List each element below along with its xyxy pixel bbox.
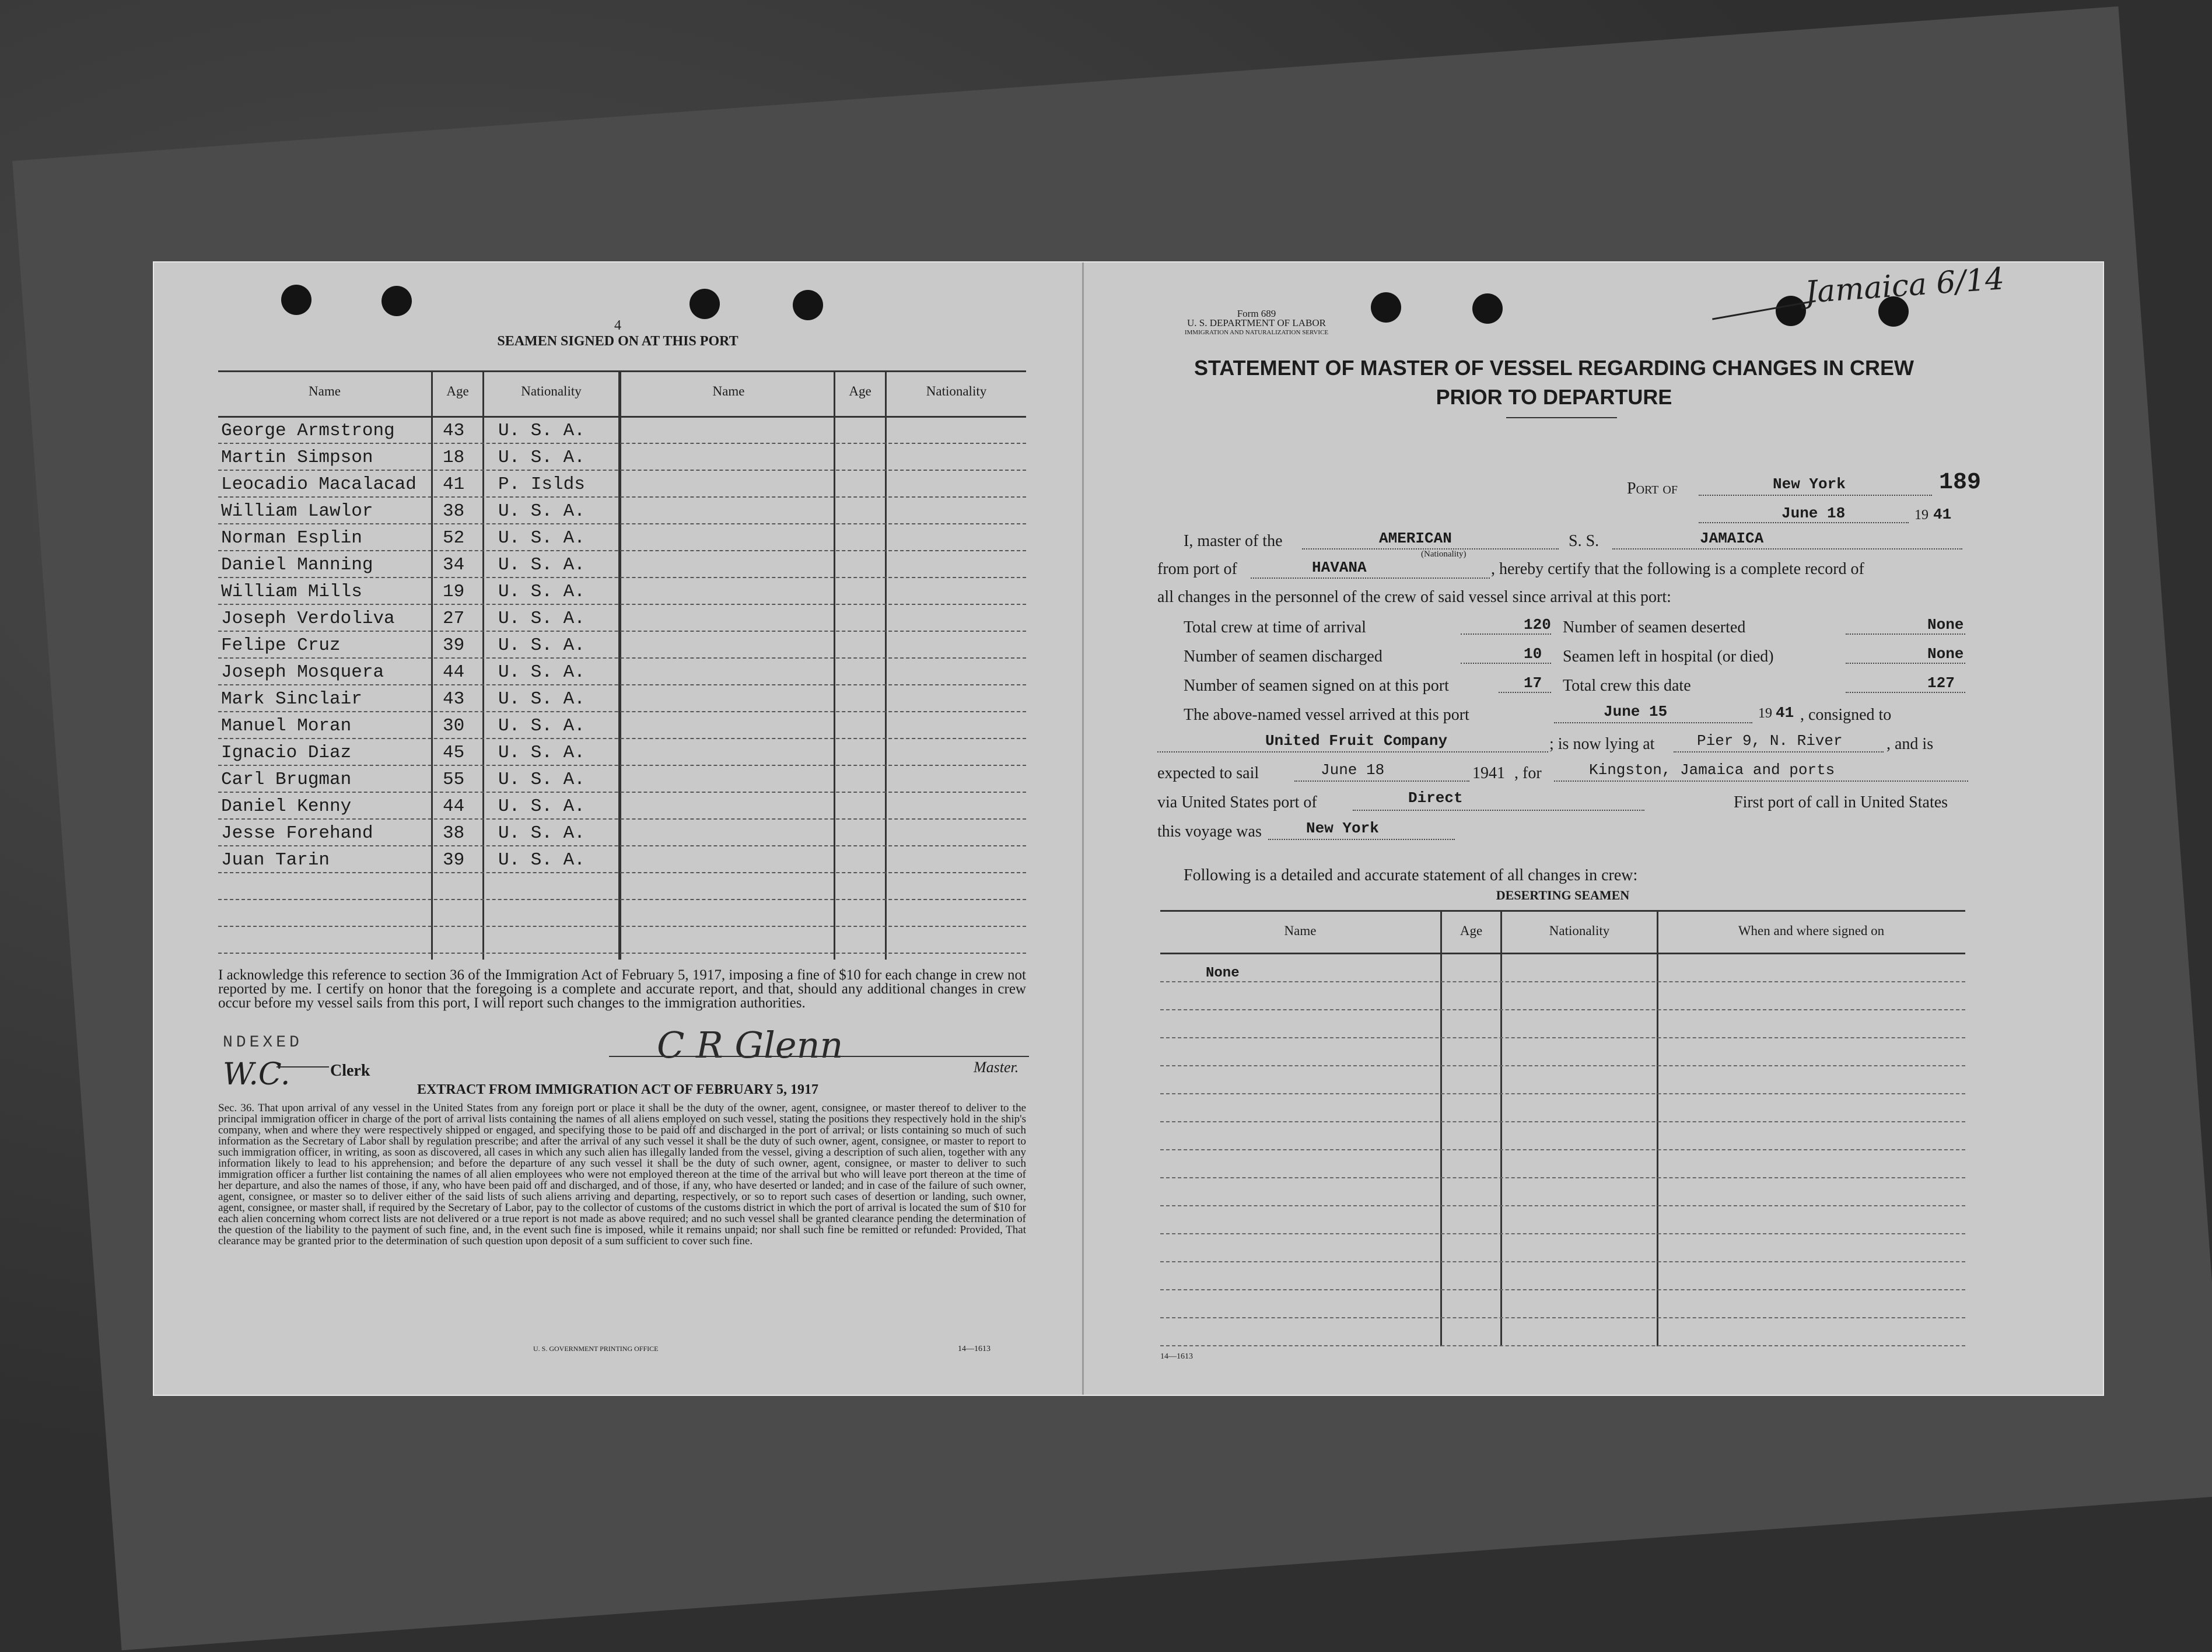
- seaman-nationality: U. S. A.: [498, 635, 585, 656]
- seaman-name: Martin Simpson: [221, 447, 373, 468]
- deserting-title: DESERTING SEAMEN: [1496, 888, 1630, 902]
- seaman-age: 34: [443, 555, 465, 575]
- table-row: [1160, 954, 1965, 982]
- stat-label: Seamen left in hospital (or died): [1563, 648, 1774, 666]
- seaman-age: 41: [443, 474, 465, 495]
- stat-value: None: [1927, 645, 1964, 663]
- seaman-name: Juan Tarin: [221, 850, 330, 870]
- via-line: [1353, 810, 1644, 811]
- seaman-name: Leocadio Macalacad: [221, 474, 416, 495]
- table-row: [218, 899, 1026, 927]
- seaman-nationality: U. S. A.: [498, 447, 585, 468]
- ss-label: S. S.: [1569, 532, 1600, 550]
- seaman-age: 19: [443, 582, 465, 602]
- table-row: [218, 443, 1026, 471]
- seaman-nationality: U. S. A.: [498, 823, 585, 844]
- col-age-header: Age: [446, 384, 469, 398]
- stat-label: Total crew this date: [1563, 677, 1691, 695]
- seaman-age: 43: [443, 421, 465, 441]
- punch-hole: [382, 286, 412, 316]
- table-row: [1160, 1318, 1965, 1346]
- table-row: [218, 738, 1026, 766]
- crew-table-header: [218, 370, 1026, 418]
- via-label: via United States port of: [1157, 793, 1317, 811]
- seaman-nationality: U. S. A.: [498, 850, 585, 870]
- table-row: [1160, 1010, 1965, 1038]
- table-row: [218, 604, 1026, 632]
- acknowledgement-text: I acknowledge this reference to section 36 of the Immigration Act of February 5, 1917, imposing a fine of $10 for each change in crew not reported by me. I certify on honor that the foregoing is a complete and accurate report, and that, should any additional changes in crew occur before my vessel sails from this port, I will report such changes to the immigration authorities.: [218, 967, 1026, 1011]
- master-signature-line: [609, 1056, 1029, 1057]
- punch-hole: [690, 289, 720, 319]
- stat-label: Number of seamen deserted: [1563, 618, 1746, 636]
- col-nationality-header: Nationality: [521, 384, 582, 398]
- seaman-age: 18: [443, 447, 465, 468]
- extract-title: EXTRACT FROM IMMIGRATION ACT OF FEBRUARY 5, 1917: [416, 1082, 819, 1097]
- document-sheet: [153, 261, 2104, 1396]
- table-row: [1160, 982, 1965, 1010]
- port-label: Port of: [1627, 480, 1678, 498]
- table-row: [218, 470, 1026, 498]
- seaman-nationality: U. S. A.: [498, 769, 585, 790]
- date-line: [1699, 522, 1909, 523]
- port-value: New York: [1773, 475, 1846, 493]
- table-row: [218, 845, 1026, 873]
- des-nationality-header: Nationality: [1549, 923, 1610, 938]
- stat-line: [1461, 663, 1551, 664]
- statement-title-line1: STATEMENT OF MASTER OF VESSEL REGARDING CHANGES IN CREW: [1194, 356, 1915, 380]
- table-row: [1160, 1262, 1965, 1290]
- seaman-age: 55: [443, 769, 465, 790]
- stat-value: 120: [1524, 616, 1551, 634]
- des-age-header: Age: [1460, 923, 1483, 938]
- table-row: [218, 577, 1026, 605]
- port-line: [1699, 495, 1932, 496]
- arrived-label: The above-named vessel arrived at this port: [1184, 706, 1469, 724]
- seaman-nationality: U. S. A.: [498, 716, 585, 736]
- stat-label: Number of seamen discharged: [1184, 648, 1382, 666]
- right-form-code: 14—1613: [1160, 1352, 1193, 1361]
- page-fold: [1082, 262, 1084, 1395]
- stat-value: 127: [1927, 674, 1955, 692]
- table-row: [1160, 1066, 1965, 1094]
- department: U. S. DEPARTMENT OF LABOR: [1187, 317, 1326, 328]
- arrived-year: 41: [1776, 704, 1794, 722]
- table-row: [1160, 1290, 1965, 1318]
- des-none-entry: None: [1206, 965, 1240, 981]
- seamen-signed-title: SEAMEN SIGNED ON AT THIS PORT: [497, 334, 738, 349]
- sail-year: 1941: [1472, 764, 1505, 782]
- seaman-name: Manuel Moran: [221, 716, 352, 736]
- arrived-year-prefix: 19: [1758, 706, 1772, 721]
- indexed-stamp: NDEXED: [223, 1034, 303, 1052]
- des-when-header: When and where signed on: [1738, 923, 1885, 938]
- pier-line: [1674, 751, 1884, 752]
- seaman-nationality: U. S. A.: [498, 662, 585, 682]
- seaman-name: Jesse Forehand: [221, 823, 373, 844]
- extract-text: Sec. 36. That upon arrival of any vessel in the United States from any foreign port or place it shall be the duty of the owner, agent, consignee, or master thereof to deliver to the principal immigration officer in charge of the port of arrival lists containing the names of all aliens employed on such vessel, stating the positions they respectively hold in the ship's company, when and where they were respectively shipped or engaged, and specifying those to be paid off and discharged in the port of arrival; or lists containing so much of such information as the Secretary of Labor shall by regulation prescribe; and after the arrival of any such vessel it shall be the duty of such owner, agent, consignee, or master to report to such immigration officer, in writing, as soon as discovered, all cases in which any such alien has illegally landed from the vessel, giving a description of such alien, together with any information likely to lead to his apprehension; and before the departure of any such vessel it shall be the duty of such owner, agent, consignee, or master to deliver to such immigration officer a further list containing the names of all alien employees who were not employed thereon at the time of the arrival but who will leave port thereon at the time of her departure, and also the names of those, if any, who have been paid off and discharged, and of those, if any, who have deserted or landed; and in case of the failure of such owner, agent, consignee, or master so to deliver either of the said lists of such aliens arriving and departing, respectively, or so to report such cases of desertion or landing, such owner, agent, consignee, or master shall, if required by the Secretary of Labor, pay to the collector of customs of the customs district in which the port of arrival is located the sum of $10 for each alien concerning whom correct lists are not delivered or a true report is not made as above required; and no such vessel shall be granted clearance pending the determination of the question of the liability to the payment of such fine, and, in the event such fine is imposed, while it remains unpaid; nor shall such fine be remitted or refunded: Provided, That clearance may be granted prior to the determination of such question upon deposit of a sum sufficient to cover such fine.: [218, 1102, 1026, 1247]
- seaman-name: Felipe Cruz: [221, 635, 341, 656]
- col-age-header-2: Age: [849, 384, 872, 398]
- table-row: [218, 550, 1026, 578]
- stat-line: [1846, 634, 1965, 635]
- seaman-nationality: U. S. A.: [498, 689, 585, 709]
- consignee-line: [1157, 751, 1548, 752]
- table-row: [1160, 1178, 1965, 1206]
- seaman-name: Carl Brugman: [221, 769, 352, 790]
- seaman-nationality: U. S. A.: [498, 421, 585, 441]
- seaman-nationality: U. S. A.: [498, 528, 585, 548]
- master-label: Master.: [974, 1059, 1019, 1076]
- via-value: Direct: [1408, 789, 1463, 807]
- table-row: [1160, 1234, 1965, 1262]
- stat-value: 17: [1524, 674, 1542, 692]
- seaman-age: 27: [443, 608, 465, 629]
- table-row: [218, 711, 1026, 739]
- seaman-name: William Mills: [221, 582, 362, 602]
- voyage-value: New York: [1306, 820, 1379, 837]
- left-page-number: 4: [614, 318, 621, 333]
- col-nationality-header-2: Nationality: [926, 384, 987, 398]
- seaman-age: 52: [443, 528, 465, 548]
- table-row: [1160, 1094, 1965, 1122]
- table-row: [218, 657, 1026, 685]
- table-row: [218, 631, 1026, 659]
- and-is-label: , and is: [1887, 735, 1934, 753]
- seaman-age: 38: [443, 501, 465, 522]
- table-row: [218, 792, 1026, 820]
- ship-line: [1612, 548, 1962, 550]
- seaman-age: 30: [443, 716, 465, 736]
- voyage-label: this voyage was: [1157, 822, 1262, 841]
- table-row: [1160, 1150, 1965, 1178]
- sail-date-line: [1294, 780, 1469, 782]
- left-form-code: 14—1613: [958, 1345, 991, 1353]
- stat-label: Number of seamen signed on at this port: [1184, 677, 1449, 695]
- table-row: [218, 523, 1026, 551]
- stat-line: [1846, 663, 1965, 664]
- seaman-name: Daniel Manning: [221, 555, 373, 575]
- arrived-line: [1554, 722, 1752, 723]
- seaman-name: William Lawlor: [221, 501, 373, 522]
- table-row: [1160, 1038, 1965, 1066]
- seaman-age: 39: [443, 635, 465, 656]
- page-number-stamp: 189: [1939, 470, 1982, 496]
- expected-label: expected to sail: [1157, 764, 1259, 782]
- form-number: Form 689: [1237, 308, 1276, 319]
- handwritten-note: Jamaica 6/14: [1804, 261, 2006, 310]
- seaman-name: Joseph Mosquera: [221, 662, 384, 682]
- consigned-label: , consigned to: [1800, 706, 1892, 724]
- clerk-label: Clerk: [330, 1062, 370, 1080]
- changes-text: all changes in the personnel of the crew of said vessel since arrival at this port:: [1157, 588, 1671, 606]
- punch-hole: [1472, 293, 1503, 324]
- date-value: June 18: [1782, 505, 1846, 522]
- voyage-line: [1268, 839, 1455, 840]
- lying-label: ; is now lying at: [1549, 735, 1655, 753]
- seaman-nationality: U. S. A.: [498, 743, 585, 763]
- form-header: [1111, 309, 1402, 337]
- col-name-header-2: Name: [712, 384, 745, 398]
- certify-text: , hereby certify that the following is a complete record of: [1491, 560, 1864, 578]
- table-row: [218, 765, 1026, 793]
- from-port-value: HAVANA: [1312, 559, 1367, 576]
- punch-hole: [1776, 296, 1806, 326]
- seaman-age: 44: [443, 796, 465, 817]
- stat-line: [1846, 692, 1965, 693]
- seaman-nationality: P. Islds: [498, 474, 585, 495]
- table-row: [1160, 1206, 1965, 1234]
- first-port-label: First port of call in United States: [1734, 793, 1948, 811]
- seaman-name: Mark Sinclair: [221, 689, 362, 709]
- col-name-header: Name: [309, 384, 341, 398]
- table-row: [218, 416, 1026, 444]
- seaman-name: Daniel Kenny: [221, 796, 352, 817]
- table-row: [218, 818, 1026, 846]
- pier-value: Pier 9, N. River: [1697, 732, 1843, 750]
- seaman-name: Joseph Verdoliva: [221, 608, 395, 629]
- stat-value: None: [1927, 616, 1964, 634]
- seaman-age: 45: [443, 743, 465, 763]
- year-prefix: 19: [1915, 508, 1929, 523]
- table-row: [218, 872, 1026, 900]
- seaman-nationality: U. S. A.: [498, 796, 585, 817]
- seaman-name: Ignacio Diaz: [221, 743, 352, 763]
- statement-title-line2: PRIOR TO DEPARTURE: [1436, 385, 1672, 409]
- seaman-age: 43: [443, 689, 465, 709]
- punch-hole: [793, 290, 823, 320]
- year-value: 41: [1933, 506, 1952, 523]
- service: IMMIGRATION AND NATURALIZATION SERVICE: [1184, 329, 1329, 336]
- master-signature: C R Glenn: [657, 1024, 844, 1066]
- master-of-label: I, master of the: [1184, 532, 1283, 550]
- punch-hole: [281, 285, 312, 315]
- arrived-date: June 15: [1604, 703, 1668, 720]
- clerk-line: [276, 1066, 329, 1068]
- ship-value: JAMAICA: [1700, 530, 1764, 547]
- for-label: , for: [1514, 764, 1542, 782]
- nationality-value: AMERICAN: [1379, 530, 1452, 547]
- stat-line: [1499, 692, 1551, 693]
- deserting-header: [1160, 912, 1965, 954]
- stat-value: 10: [1524, 645, 1542, 663]
- clerk-initials: W.C.: [223, 1057, 290, 1092]
- seaman-nationality: U. S. A.: [498, 608, 585, 629]
- stat-line: [1461, 634, 1551, 635]
- table-row: [218, 926, 1026, 954]
- seaman-name: Norman Esplin: [221, 528, 362, 548]
- from-port-line: [1251, 578, 1490, 579]
- seaman-name: George Armstrong: [221, 421, 395, 441]
- des-name-header: Name: [1284, 923, 1317, 938]
- destination-value: Kingston, Jamaica and ports: [1589, 761, 1835, 779]
- seamen-signed-table: [218, 370, 1026, 960]
- from-port-label: from port of: [1157, 560, 1237, 578]
- following-text: Following is a detailed and accurate statement of all changes in crew:: [1184, 866, 1638, 884]
- printing-office: U. S. GOVERNMENT PRINTING OFFICE: [533, 1345, 659, 1353]
- stat-label: Total crew at time of arrival: [1184, 618, 1366, 636]
- table-row: [1160, 1122, 1965, 1150]
- deserting-seamen-table: [1160, 910, 1965, 1346]
- destination-line: [1554, 780, 1968, 782]
- nationality-caption: (Nationality): [1421, 550, 1466, 559]
- consignee-value: United Fruit Company: [1265, 732, 1448, 750]
- sail-date: June 18: [1321, 761, 1385, 779]
- seaman-nationality: U. S. A.: [498, 582, 585, 602]
- title-rule: [1506, 417, 1617, 418]
- table-row: [218, 496, 1026, 524]
- seaman-age: 39: [443, 850, 465, 870]
- seaman-nationality: U. S. A.: [498, 555, 585, 575]
- seaman-age: 44: [443, 662, 465, 682]
- seaman-nationality: U. S. A.: [498, 501, 585, 522]
- table-row: [218, 684, 1026, 712]
- seaman-age: 38: [443, 823, 465, 844]
